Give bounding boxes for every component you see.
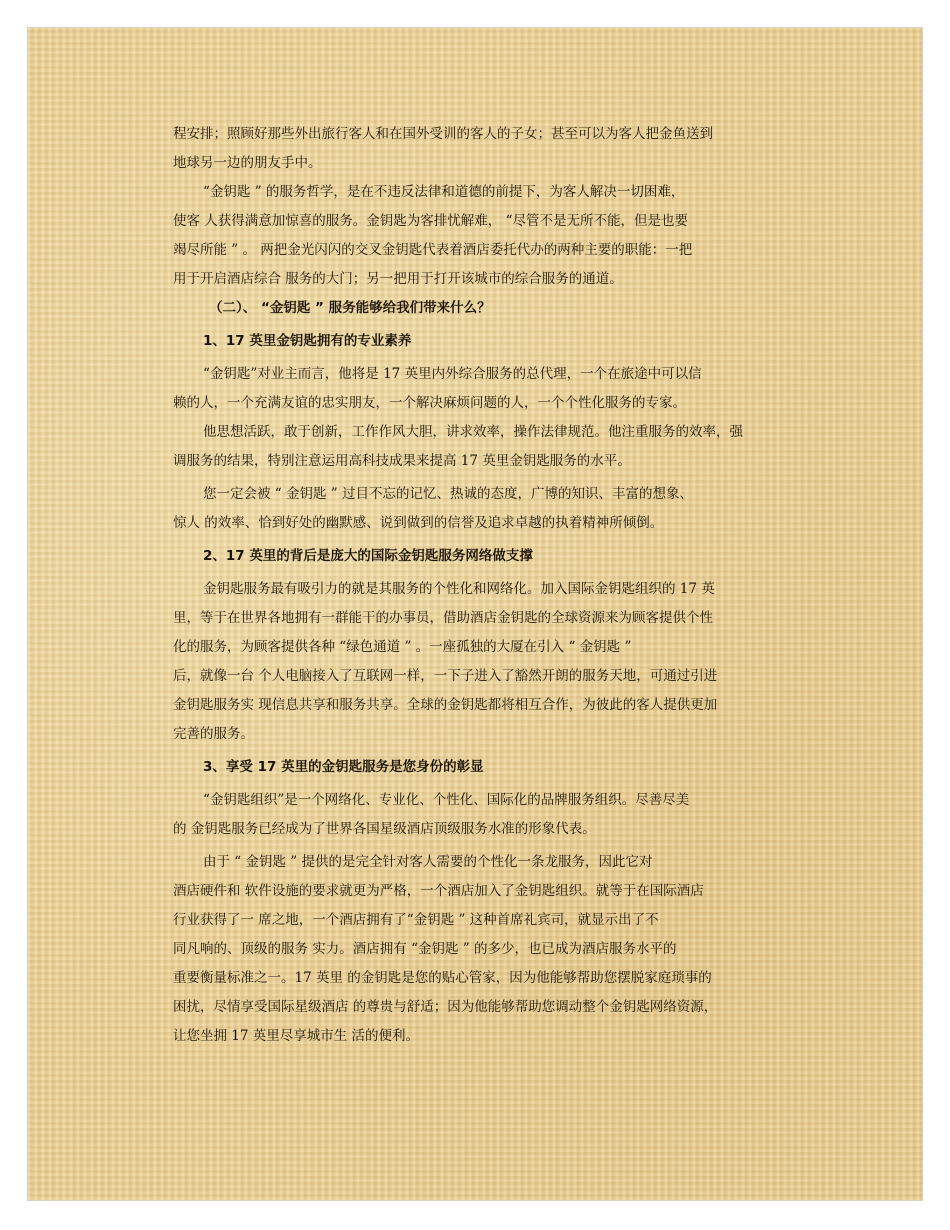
- paragraph-line: 的 金钥匙服务已经成为了世界各国星级酒店顶级服务水准的形象代表。: [173, 821, 596, 837]
- paragraph-line: 让您坐拥 17 英里尽享城市生 活的便利。: [173, 1028, 420, 1044]
- paragraph-line: 酒店硬件和 软件设施的要求就更为严格，一个酒店加入了金钥匙组织。就等于在国际酒店: [173, 883, 704, 899]
- paragraph-line: 里，等于在世界各地拥有一群能干的办事员，借助酒店金钥匙的全球资源来为顾客提供个性: [173, 610, 713, 626]
- paragraph-line: 同凡响的、顶级的服务 实力。酒店拥有 “金钥匙 ” 的多少，也已成为酒店服务水平的: [173, 941, 677, 957]
- paragraph-line: 赖的人，一个充满友谊的忠实朋友，一个解决麻烦问题的人，一个个性化服务的专家。: [173, 395, 686, 411]
- paragraph-line: 完善的服务。: [173, 726, 254, 742]
- paragraph-line: “金钥匙 ” 的服务哲学，是在不违反法律和道德的前提下，为客人解决一切困难，: [203, 184, 685, 200]
- subsection-heading: 1、17 英里金钥匙拥有的专业素养: [203, 333, 412, 349]
- paragraph-line: 金钥匙服务实 现信息共享和服务共享。全球的金钥匙都将相互合作，为彼此的客人提供更加: [173, 697, 718, 713]
- paragraph-line: 行业获得了一 席之地，一个酒店拥有了“金钥匙 ” 这种首席礼宾司，就显示出了不: [173, 912, 659, 928]
- subsection-heading: 2、17 英里的背后是庞大的国际金钥匙服务网络做支撑: [203, 548, 533, 564]
- paragraph-line: 金钥匙服务最有吸引力的就是其服务的个性化和网络化。加入国际金钥匙组织的 17 英: [203, 581, 715, 597]
- subsection-heading: 3、享受 17 英里的金钥匙服务是您身份的彰显: [203, 759, 484, 775]
- paragraph-line: 您一定会被 “ 金钥匙 ” 过目不忘的记忆、热诚的态度，广博的知识、丰富的想象、: [203, 486, 693, 502]
- document-page: [28, 28, 922, 1200]
- paragraph-line: 由于 “ 金钥匙 ” 提供的是完全针对客人需要的个性化一条龙服务，因此它对: [203, 854, 653, 870]
- paragraph-line: 重要衡量标准之一。17 英里 的金钥匙是您的贴心管家，因为他能够帮助您摆脱家庭琐事的: [173, 970, 712, 986]
- paragraph-line: 用于开启酒店综合 服务的大门；另一把用于打开该城市的综合服务的通道。: [173, 271, 623, 287]
- paragraph-line: “金钥匙组织”是一个网络化、专业化、个性化、国际化的品牌服务组织。尽善尽美: [203, 792, 690, 808]
- document-body: [173, 120, 863, 1051]
- paragraph-line: 使客 人获得满意加惊喜的服务。金钥匙为客排忧解难， “尽管不是无所不能，但是也要: [173, 213, 688, 229]
- paragraph-line: 化的服务，为顾客提供各种 “绿色通道 ” 。一座孤独的大厦在引入 “ 金钥匙 ”: [173, 639, 632, 655]
- paragraph-line: 困扰，尽情享受国际星级酒店 的尊贵与舒适；因为他能够帮助您调动整个金钥匙网络资源，: [173, 999, 718, 1015]
- paragraph-line: 地球另一边的朋友手中。: [173, 155, 322, 171]
- paragraph-line: 他思想活跃，敢于创新，工作作风大胆，讲求效率，操作法律规范。他注重服务的效率，强: [203, 424, 743, 440]
- paragraph-line: 竭尽所能 ” 。 两把金光闪闪的交叉金钥匙代表着酒店委托代办的两种主要的职能：一把: [173, 242, 693, 258]
- paragraph-line: 调服务的结果，特别注意运用高科技成果来提高 17 英里金钥匙服务的水平。: [173, 453, 631, 469]
- paragraph-line: 后，就像一台 个人电脑接入了互联网一样，一下子进入了豁然开朗的服务天地，可通过引进: [173, 668, 718, 684]
- paragraph-line: 惊人 的效率、恰到好处的幽默感、说到做到的信誉及追求卓越的执着精神所倾倒。: [173, 515, 664, 531]
- paragraph-line: 程安排；照顾好那些外出旅行客人和在国外受训的客人的子女；甚至可以为客人把金鱼送到: [173, 126, 713, 142]
- paragraph-line: “金钥匙”对业主而言，他将是 17 英里内外综合服务的总代理，一个在旅途中可以信: [203, 366, 702, 382]
- section-heading: （二）、 “金钥匙 ” 服务能够给我们带来什么？: [209, 300, 491, 316]
